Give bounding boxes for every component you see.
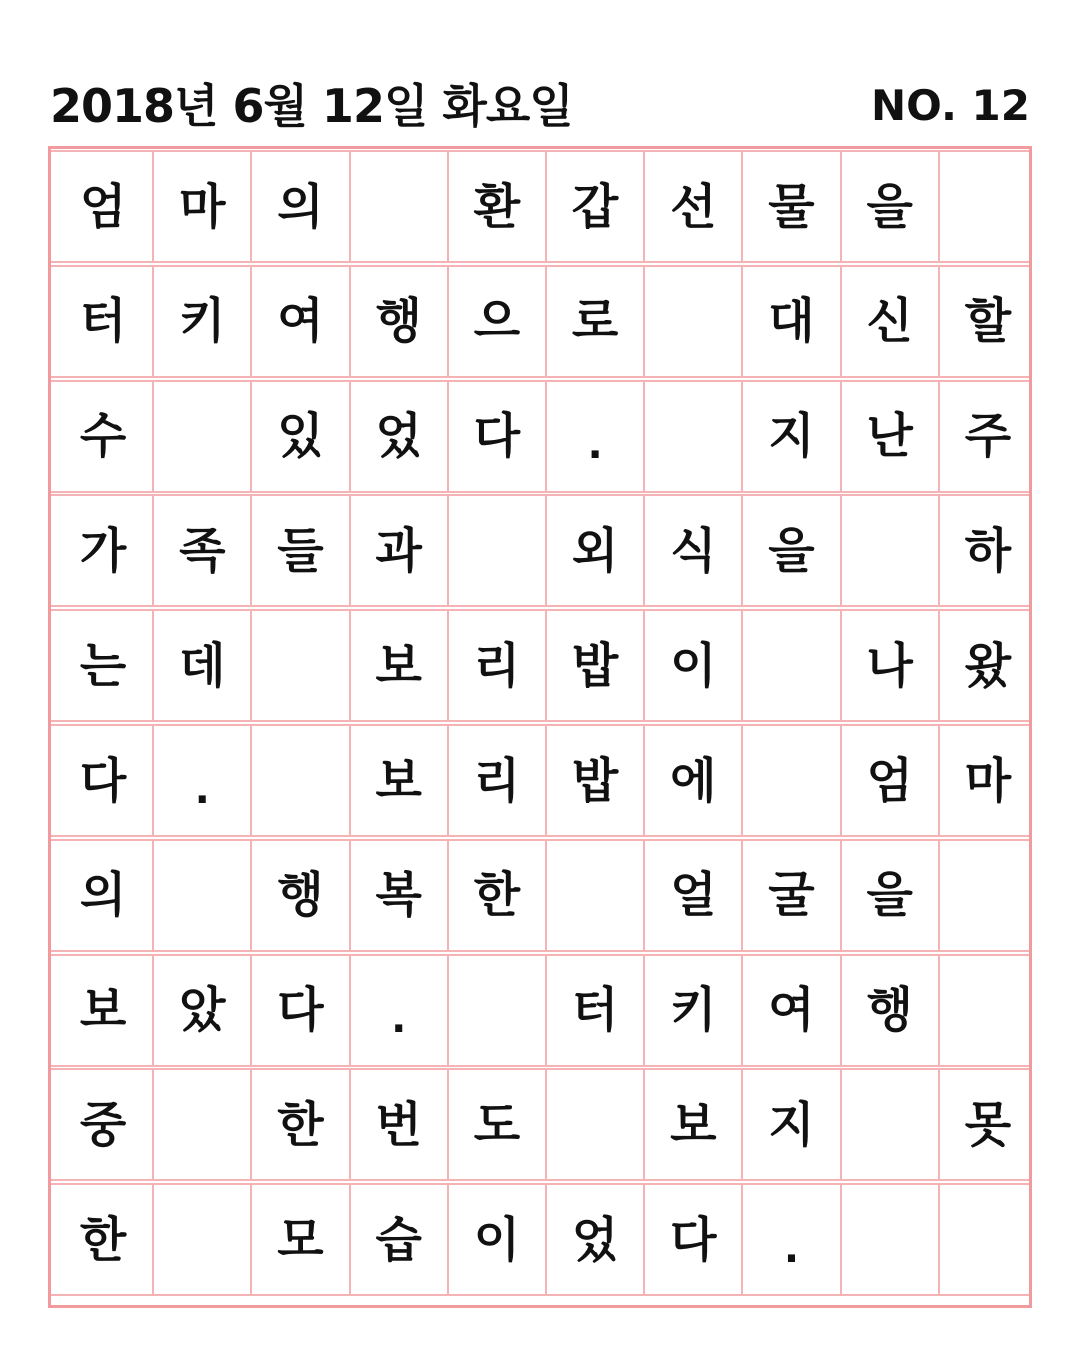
grid-cell: 이: [447, 1185, 545, 1294]
grid-cell: .: [349, 956, 447, 1065]
grid-cell: 에: [643, 726, 741, 835]
grid-cell: 얼: [643, 841, 741, 950]
grid-cell: 을: [840, 841, 938, 950]
grid-cell: 수: [79, 408, 127, 465]
grid-cell: .: [152, 726, 250, 835]
grid-cell: 지: [741, 1070, 839, 1179]
grid-cell: 과: [349, 496, 447, 605]
grid-row: [51, 724, 1029, 837]
grid-cell: [938, 956, 1036, 1065]
grid-cell: [938, 1185, 1036, 1294]
grid-cell: 보: [643, 1070, 741, 1179]
grid-cell: 여: [741, 956, 839, 1065]
grid-cell: 갑: [545, 152, 643, 261]
grid-cell: 식: [643, 496, 741, 605]
grid-cell: 한: [447, 841, 545, 950]
grid-row: [51, 494, 1029, 607]
grid-cell: 여: [250, 267, 348, 376]
grid-cell: 을: [741, 496, 839, 605]
grid-row: [51, 150, 1029, 263]
grid-row: [51, 1068, 1029, 1181]
grid-cell: 습: [349, 1185, 447, 1294]
grid-cell: 나: [840, 611, 938, 720]
grid-cell: 터: [545, 956, 643, 1065]
grid-cell: 의: [250, 152, 348, 261]
grid-cell: 난: [840, 382, 938, 491]
diary-date: 2018년 6월 12일 화요일: [50, 79, 573, 133]
grid-cell: [152, 1185, 250, 1294]
grid-cell: 대: [741, 267, 839, 376]
grid-cell: 보: [349, 726, 447, 835]
grid-cell: 중: [79, 1096, 127, 1153]
grid-cell: [152, 382, 250, 491]
grid-cell: 데: [152, 611, 250, 720]
grid-cell: 이: [643, 611, 741, 720]
grid-cell: [545, 1070, 643, 1179]
grid-row: [51, 380, 1029, 493]
grid-cell: 엄: [79, 178, 127, 235]
manuscript-grid: [48, 146, 1032, 1308]
grid-cell: 리: [447, 726, 545, 835]
grid-cell: 선: [643, 152, 741, 261]
grid-cell: [250, 726, 348, 835]
grid-cell: [840, 1185, 938, 1294]
grid-cell: 았: [152, 956, 250, 1065]
grid-cell: 엄: [840, 726, 938, 835]
grid-row: [51, 839, 1029, 952]
grid-cell: 있: [250, 382, 348, 491]
grid-cell: 족: [152, 496, 250, 605]
grid-cell: [152, 841, 250, 950]
grid-cell: 외: [545, 496, 643, 605]
grid-cell: 행: [349, 267, 447, 376]
grid-cell: [741, 611, 839, 720]
grid-cell: [938, 841, 1036, 950]
grid-cell: [152, 1070, 250, 1179]
grid-cell: 으: [447, 267, 545, 376]
grid-cell: [447, 496, 545, 605]
grid-cell: 굴: [741, 841, 839, 950]
grid-cell: 의: [79, 867, 127, 924]
grid-cell: 다: [447, 382, 545, 491]
grid-row: [51, 609, 1029, 722]
grid-cell: 도: [447, 1070, 545, 1179]
grid-cell: 다: [79, 752, 127, 809]
grid-cell: 마: [152, 152, 250, 261]
grid-cell: 밥: [545, 726, 643, 835]
grid-cell: 었: [349, 382, 447, 491]
grid-cell: 보: [349, 611, 447, 720]
grid-cell: 을: [840, 152, 938, 261]
grid-cell: 하: [938, 496, 1036, 605]
grid-cell: 보: [79, 982, 127, 1039]
grid-cell: [643, 382, 741, 491]
grid-cell: 키: [152, 267, 250, 376]
grid-cell: 들: [250, 496, 348, 605]
grid-row: [51, 265, 1029, 378]
grid-cell: [840, 1070, 938, 1179]
grid-cell: 리: [447, 611, 545, 720]
grid-cell: [447, 956, 545, 1065]
grid-cell: 밥: [545, 611, 643, 720]
grid-cell: 었: [545, 1185, 643, 1294]
grid-cell: 못: [938, 1070, 1036, 1179]
grid-cell: 지: [741, 382, 839, 491]
grid-cell: [741, 726, 839, 835]
grid-cell: 한: [79, 1211, 127, 1268]
grid-cell: 물: [741, 152, 839, 261]
grid-cell: 신: [840, 267, 938, 376]
grid-cell: 행: [840, 956, 938, 1065]
grid-cell: 마: [938, 726, 1036, 835]
grid-cell: 왔: [938, 611, 1036, 720]
grid-cell: 할: [938, 267, 1036, 376]
grid-cell: 주: [938, 382, 1036, 491]
grid-cell: [643, 267, 741, 376]
grid-cell: [938, 152, 1036, 261]
grid-cell: [545, 841, 643, 950]
grid-cell: 한: [250, 1070, 348, 1179]
grid-cell: .: [741, 1185, 839, 1294]
grid-cell: [250, 611, 348, 720]
grid-cell: 로: [545, 267, 643, 376]
grid-cell: .: [545, 382, 643, 491]
grid-cell: 환: [447, 152, 545, 261]
grid-cell: 모: [250, 1185, 348, 1294]
grid-cell: [349, 152, 447, 261]
grid-row: [51, 954, 1029, 1067]
page-number: NO. 12: [871, 81, 1030, 130]
grid-cell: [840, 496, 938, 605]
grid-cell: 다: [643, 1185, 741, 1294]
grid-cell: 키: [643, 956, 741, 1065]
grid-cell: 가: [79, 522, 127, 579]
grid-cell: 터: [79, 293, 127, 350]
grid-row: [51, 1183, 1029, 1296]
grid-cell: 는: [79, 637, 127, 694]
grid-cell: 복: [349, 841, 447, 950]
grid-cell: 번: [349, 1070, 447, 1179]
grid-cell: 행: [250, 841, 348, 950]
grid-cell: 다: [250, 956, 348, 1065]
